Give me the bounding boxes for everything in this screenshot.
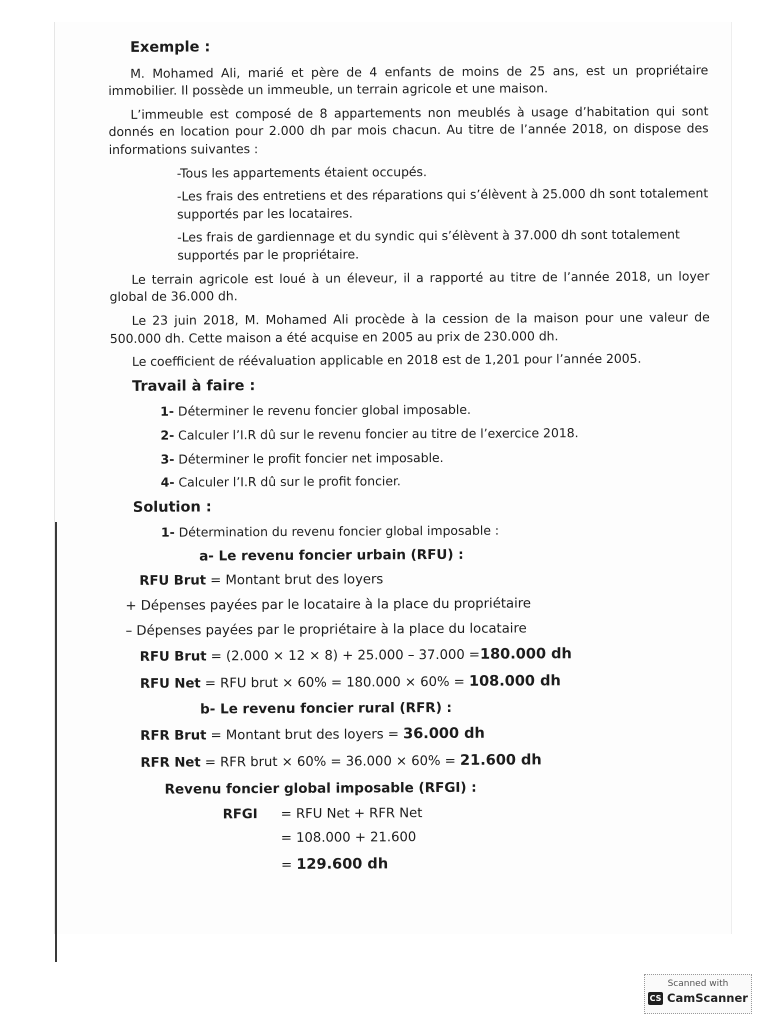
rfgi-heading: Revenu foncier global imposable (RFGI) :	[164, 780, 477, 799]
page-edge-shadow	[55, 522, 57, 962]
exemple-paragraph-4: Le 23 juin 2018, M. Mohamed Ali procède à la cession de la maison pour une valeur de 500.000 dh. Cette maison a été acquise en 2005 au prix de 230.000 dh.	[109, 309, 710, 346]
document-content	[108, 34, 713, 876]
task-text: Déterminer le profit foncier net imposable.	[178, 449, 444, 467]
rfu-subheading: a- Le revenu foncier urbain (RFU) :	[199, 546, 464, 565]
rfgi-label: RFGI	[222, 806, 258, 822]
rfr-net-calc: = RFR brut × 60% = 36.000 × 60% =	[204, 753, 456, 771]
rfgi-line-3	[113, 852, 713, 876]
solution-heading: Solution :	[132, 499, 212, 516]
rfu-brut-calc: = (2.000 × 12 × 8) + 25.000 – 37.000 =	[210, 648, 481, 665]
rfr-net-calculation	[140, 749, 712, 773]
rfu-brut-label: RFU Brut	[139, 573, 207, 589]
exemple-paragraph-2: L’immeuble est composé de 8 appartements non meublés à usage d’habitation qui sont donnés en location pour 2.000 dh par mois chacun. Au titre de l’année 2018, on dispose des informations suivantes :	[108, 103, 709, 158]
rfgi-total	[281, 854, 388, 875]
task-number: 1-	[160, 403, 175, 419]
rfr-net-result: 21.600 dh	[459, 752, 542, 769]
plus-line: + Dépenses payées par le locataire à la place du propriétaire	[125, 596, 532, 614]
info-item-1: -Tous les appartements étaient occupés.	[176, 163, 427, 181]
rfr-brut-label: RFR Brut	[140, 728, 207, 744]
task-text: Calculer l’I.R dû sur le profit foncier.	[178, 473, 401, 490]
rfu-net-label: RFU Net	[139, 676, 201, 692]
exemple-heading: Exemple :	[130, 39, 211, 56]
travail-heading: Travail à faire :	[132, 377, 256, 395]
rfgi-line-2	[113, 828, 713, 850]
step-number: 1-	[160, 524, 175, 540]
camscanner-logo-icon: CS	[649, 993, 662, 1003]
camscanner-brand	[645, 991, 751, 1005]
task-number: 4-	[160, 474, 175, 490]
rfr-brut-calc: = Montant brut des loyers =	[210, 727, 399, 744]
rfu-brut-def: = Montant brut des loyers	[210, 572, 384, 589]
scanned-with-text: Scanned with	[667, 979, 729, 989]
rfr-brut-calculation	[140, 722, 712, 746]
rfgi-line-1	[113, 803, 713, 825]
rfu-brut-result: 180.000 dh	[479, 646, 572, 664]
task-4	[161, 470, 711, 491]
task-text: Calculer l’I.R dû sur le revenu foncier au titre de l’exercice 2018.	[178, 425, 579, 443]
rfr-net-label: RFR Net	[140, 755, 201, 771]
solution-step-1	[161, 521, 711, 542]
rfr-brut-result: 36.000 dh	[403, 725, 485, 743]
camscanner-watermark	[644, 974, 752, 1014]
rfu-brut-definition	[139, 569, 711, 591]
rfu-net-calculation	[140, 670, 712, 694]
task-2	[160, 423, 710, 444]
rfgi-result: 129.600 dh	[296, 856, 389, 873]
rfgi-sum: = 108.000 + 21.600	[280, 830, 417, 847]
exemple-paragraph-5: Le coefficient de réévaluation applicable en 2018 est de 1,201 pour l’année 2005.	[131, 350, 642, 369]
task-1	[160, 400, 710, 421]
rfu-net-result: 108.000 dh	[468, 673, 561, 690]
rfu-brut-label: RFU Brut	[139, 649, 207, 666]
task-text: Déterminer le revenu foncier global imposable.	[177, 402, 471, 419]
exemple-paragraph-1: M. Mohamed Ali, marié et père de 4 enfants de moins de 25 ans, est un propriétaire immobilier. Il possède un immeuble, un terrain agricole et une maison.	[108, 61, 709, 99]
info-item-3: -Les frais de gardiennage et du syndic qui s’élèvent à 37.000 dh sont totalement supportés par le propriétaire.	[177, 226, 680, 263]
rfr-subheading: b- Le revenu foncier rural (RFR) :	[200, 699, 452, 718]
rfu-brut-calculation	[140, 644, 712, 668]
rfgi-formula: = RFU Net + RFR Net	[280, 805, 423, 822]
rfgi-equals: =	[281, 857, 293, 873]
minus-line: – Dépenses payées par le propriétaire à la place du locataire	[125, 621, 527, 639]
task-number: 3-	[160, 451, 175, 467]
exemple-paragraph-3: Le terrain agricole est loué à un éleveur, il a rapporté au titre de l’année 2018, un loyer global de 36.000 dh.	[109, 268, 710, 305]
task-3	[161, 447, 711, 468]
step-text: Détermination du revenu foncier global imposable :	[178, 522, 500, 540]
info-item-2: -Les frais des entretiens et des réparations qui s’élèvent à 25.000 dh sont totalement supportés par les locataires.	[176, 185, 709, 222]
rfu-net-calc: = RFU brut × 60% = 180.000 × 60% =	[204, 674, 465, 692]
camscanner-name: CamScanner	[667, 991, 748, 1005]
task-number: 2-	[160, 427, 175, 443]
